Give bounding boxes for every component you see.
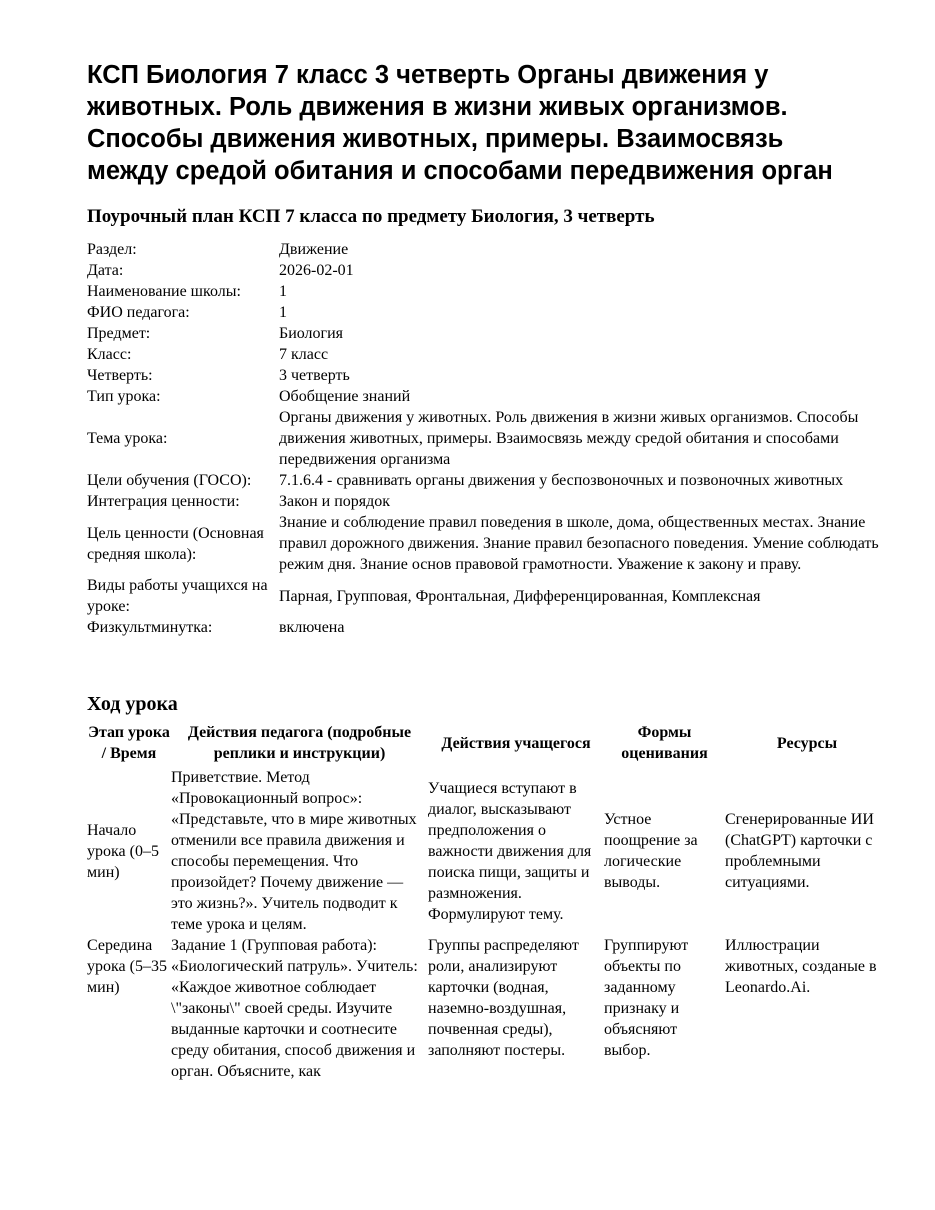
header-assessment: Формы оценивания xyxy=(621,724,708,762)
meta-row xyxy=(87,323,879,344)
cell-teacher: Задание 1 (Групповая работа): «Биологический патруль». Учитель: «Каждое животное соблюдает \"законы\" своей среды. Изучите выданные карточки и соотнесите среду обитания, способ движения и орган. Объясните, как xyxy=(171,937,418,1080)
meta-row xyxy=(87,386,879,407)
meta-value: Органы движения у животных. Роль движения в жизни живых организмов. Способы движения животных, примеры. Взаимосвязь между средой обитания и способами передвижения организма xyxy=(279,409,859,468)
meta-row xyxy=(87,260,879,281)
meta-value: Закон и порядок xyxy=(279,493,391,510)
meta-value: Обобщение знаний xyxy=(279,388,411,405)
meta-value: Биология xyxy=(279,325,344,342)
document-subtitle: Поурочный план КСП 7 класса по предмету Биология, 3 четверть xyxy=(87,206,655,227)
header-resources: Ресурсы xyxy=(776,734,838,752)
meta-label: Дата: xyxy=(87,262,124,279)
cell-resources: Сгенерированные ИИ (ChatGPT) карточки с проблемными ситуациями. xyxy=(725,811,874,891)
header-teacher: Действия педагога (подробные реплики и инструкции) xyxy=(187,724,412,762)
meta-row xyxy=(87,281,879,302)
meta-label: Физкультминутка: xyxy=(87,619,213,636)
meta-value: 1 xyxy=(279,283,287,300)
meta-value: Парная, Групповая, Фронтальная, Дифференцированная, Комплексная xyxy=(279,587,761,605)
plan-header-row xyxy=(87,722,889,767)
meta-row xyxy=(87,365,879,386)
meta-label: Класс: xyxy=(87,346,132,363)
meta-value: включена xyxy=(279,619,345,636)
meta-row xyxy=(87,491,879,512)
cell-assessment: Устное поощрение за логические выводы. xyxy=(604,811,698,891)
meta-row xyxy=(87,302,879,323)
section-heading: Ход урока xyxy=(87,693,178,715)
meta-row xyxy=(87,617,879,638)
plan-row xyxy=(87,935,889,1082)
lesson-plan-table xyxy=(87,722,889,1082)
cell-student: Группы распределяют роли, анализируют карточки (водная, наземно-воздушная, почвенная среды), заполняют постеры. xyxy=(428,937,579,1059)
title-line: между средой обитания и способами передвижения орган xyxy=(87,157,833,185)
meta-row xyxy=(87,407,879,470)
cell-teacher: Приветствие. Метод «Провокационный вопрос»: «Представьте, что в мире животных отменили все правила движения и способы перемещения. Что произойдет? Почему движение — это жизнь?». Учитель подводит к теме урока и целям. xyxy=(171,769,417,933)
title-line: Способы движения животных, примеры. Взаимосвязь xyxy=(87,125,784,153)
meta-label: Интеграция ценности: xyxy=(87,493,240,510)
meta-row xyxy=(87,512,879,575)
document-title xyxy=(87,59,907,187)
meta-value: 1 xyxy=(279,304,287,321)
cell-stage: Середина урока (5–35 мин) xyxy=(87,937,167,996)
meta-value: 7 класс xyxy=(279,346,329,363)
header-student: Действия учащегося xyxy=(441,734,591,752)
lesson-meta-table xyxy=(87,239,879,638)
title-line: животных. Роль движения в жизни живых организмов. xyxy=(87,93,788,121)
cell-student: Учащиеся вступают в диалог, высказывают предположения о важности движения для поиска пищи, защиты и размножения. Формулируют тему. xyxy=(428,779,592,923)
meta-row xyxy=(87,470,879,491)
meta-value: Движение xyxy=(279,241,349,258)
header-stage: Этап урока / Время xyxy=(88,724,170,762)
cell-stage: Начало урока (0–5 мин) xyxy=(87,821,159,881)
title-line: КСП Биология 7 класс 3 четверть Органы движения у xyxy=(87,61,769,89)
meta-row xyxy=(87,344,879,365)
cell-resources: Иллюстрации животных, созданые в Leonardo.Ai. xyxy=(725,937,877,996)
meta-row xyxy=(87,239,879,260)
meta-label: Наименование школы: xyxy=(87,283,241,300)
meta-label: ФИО педагога: xyxy=(87,304,190,321)
meta-value: 7.1.6.4 - сравнивать органы движения у беспозвоночных и позвоночных животных xyxy=(279,472,844,489)
meta-row xyxy=(87,575,879,617)
meta-label: Цель ценности (Основная средняя школа): xyxy=(87,524,264,563)
meta-label: Тема урока: xyxy=(87,430,168,447)
meta-label: Предмет: xyxy=(87,325,151,342)
meta-label: Цели обучения (ГОСО): xyxy=(87,472,252,489)
meta-label: Виды работы учащихся на уроке: xyxy=(87,577,268,615)
meta-value: Знание и соблюдение правил поведения в школе, дома, общественных местах. Знание правил дорожного движения. Знание правил безопасного поведения. Умение соблюдать режим дня. Знание основ правовой грамотности. Уважение к закону и праву. xyxy=(279,514,879,573)
plan-row xyxy=(87,767,889,935)
meta-value: 2026-02-01 xyxy=(279,262,354,279)
meta-label: Тип урока: xyxy=(87,388,161,405)
meta-label: Четверть: xyxy=(87,367,153,384)
meta-value: 3 четверть xyxy=(279,367,350,384)
meta-label: Раздел: xyxy=(87,241,137,258)
cell-assessment: Группируют объекты по заданному признаку и объясняют выбор. xyxy=(604,937,689,1059)
